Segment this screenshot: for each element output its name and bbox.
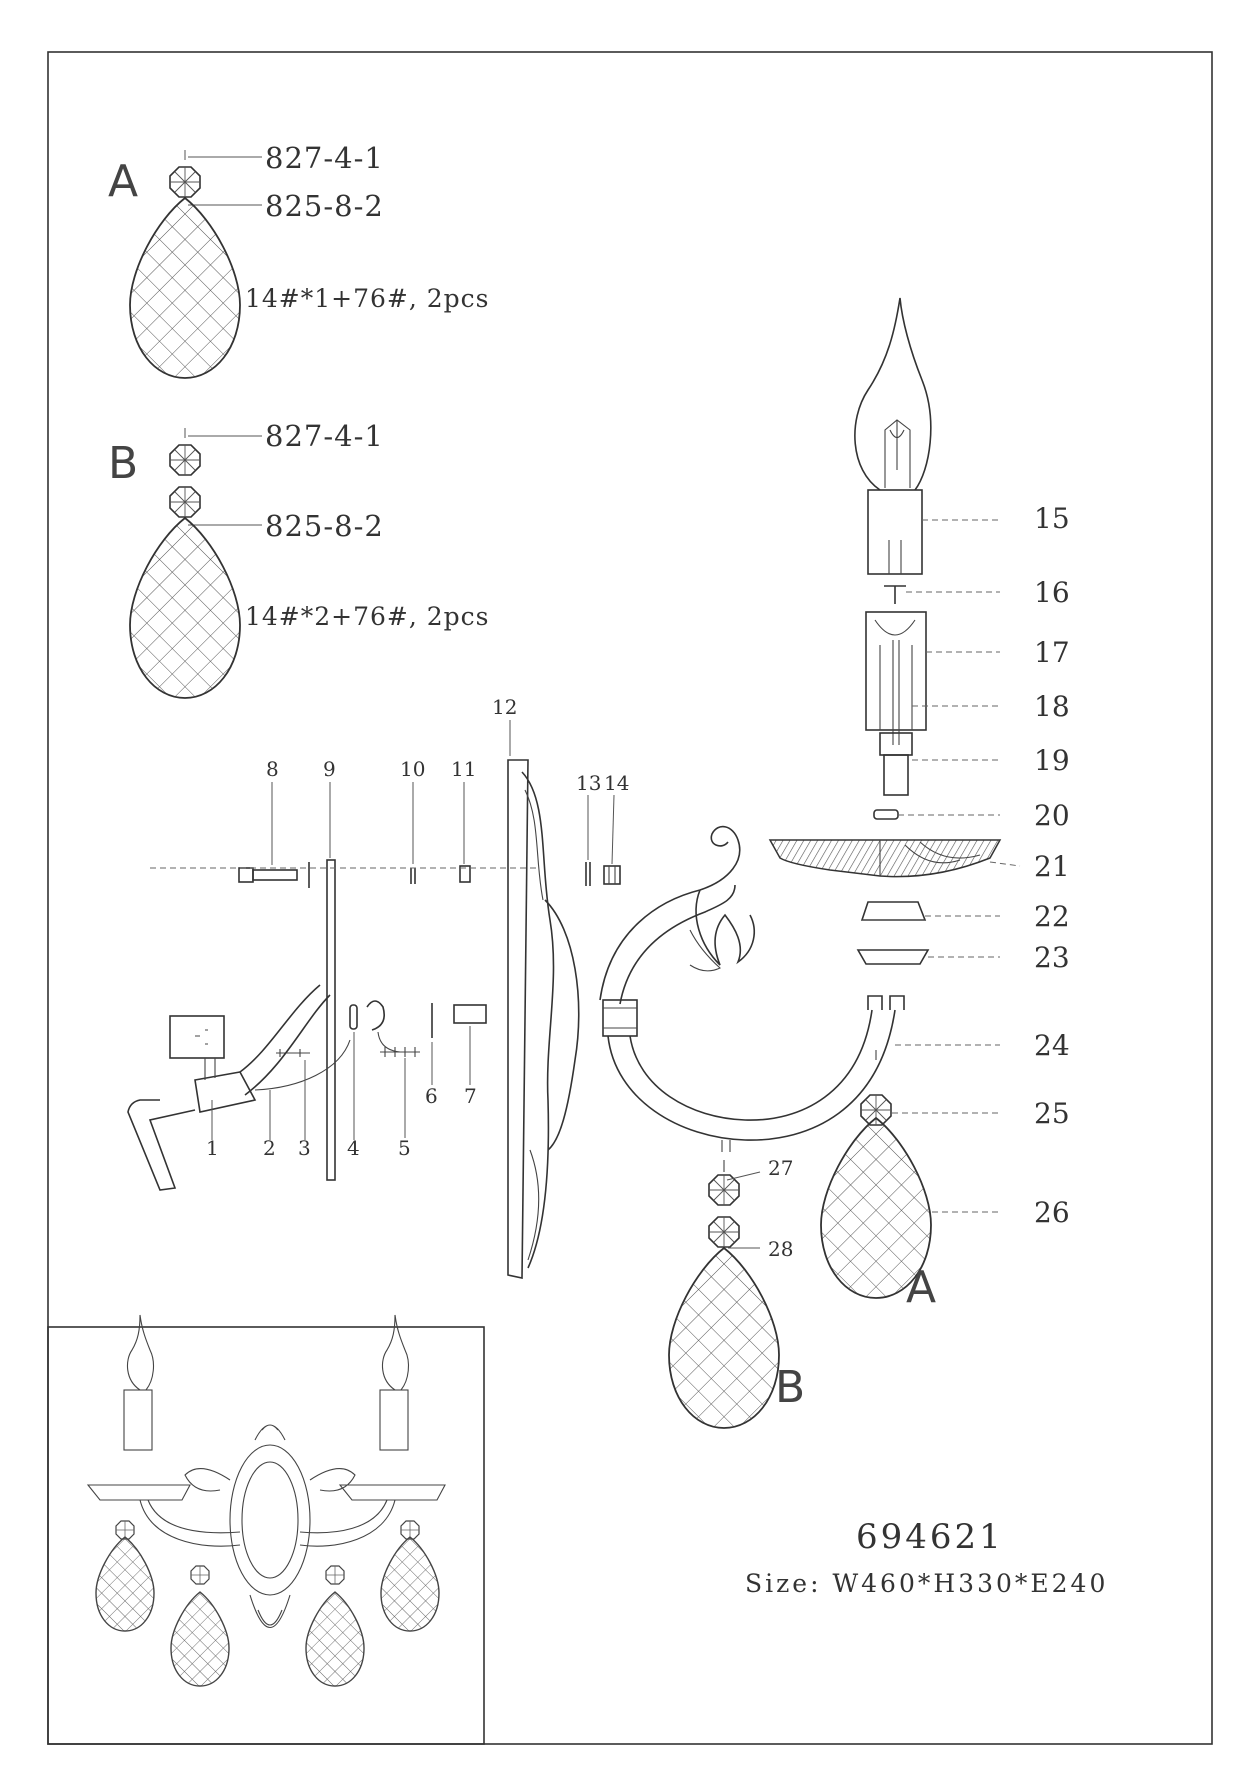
part-number: 1 — [206, 1136, 219, 1160]
part-number: 9 — [323, 757, 336, 781]
part-number: 25 — [1034, 1097, 1070, 1130]
crystal-drop-icon — [669, 1248, 779, 1428]
connector-octagon-icon — [709, 1175, 739, 1205]
connector-octagon-icon — [170, 487, 200, 517]
part-number: 24 — [1034, 1029, 1070, 1062]
part-number: 21 — [1034, 850, 1070, 883]
part-number: 28 — [768, 1237, 794, 1261]
part-number: 4 — [347, 1136, 360, 1160]
crystal-drop-icon — [130, 518, 240, 698]
part-number: 18 — [1034, 690, 1070, 723]
detail-a-top-code: 827-4-1 — [265, 141, 384, 175]
part-number: 2 — [263, 1136, 276, 1160]
part-number: 27 — [768, 1156, 794, 1180]
crystal-drop-icon — [130, 198, 240, 378]
part-number: 11 — [451, 757, 477, 781]
model-number: 694621 — [856, 1517, 1004, 1557]
connector-octagon-icon — [170, 167, 200, 197]
part-number: 16 — [1034, 576, 1070, 609]
part-number: 26 — [1034, 1196, 1070, 1229]
product-preview — [48, 1315, 484, 1744]
part-number: 23 — [1034, 941, 1070, 974]
candle-stack — [770, 298, 1020, 964]
part-number: 10 — [400, 757, 426, 781]
backplate — [508, 760, 579, 1278]
detail-b — [108, 419, 490, 698]
detail-b-letter: B — [108, 438, 139, 489]
connector-octagon-icon — [170, 445, 200, 475]
detail-a — [108, 141, 490, 378]
detail-a-letter: A — [108, 156, 139, 207]
part-number: 8 — [266, 757, 279, 781]
part-number: 22 — [1034, 900, 1070, 933]
part-number: 19 — [1034, 744, 1070, 777]
detail-a-note: 14#*1+76#, 2pcs — [245, 284, 490, 313]
part-number: 7 — [464, 1084, 477, 1108]
part-number: 13 — [576, 771, 602, 795]
part-number: 14 — [604, 771, 630, 795]
assembly-marker-b: B — [775, 1362, 806, 1413]
part-number: 20 — [1034, 799, 1070, 832]
connector-octagon-icon — [709, 1217, 739, 1247]
detail-a-drop-code: 825-8-2 — [265, 189, 384, 223]
part-number: 5 — [398, 1136, 411, 1160]
candle-arm — [600, 827, 1000, 1428]
mounting-hardware — [128, 860, 620, 1190]
part-number: 3 — [298, 1136, 311, 1160]
size-spec: Size: W460*H330*E240 — [745, 1569, 1109, 1598]
assembly-marker-a: A — [906, 1262, 937, 1313]
part-number: 12 — [492, 695, 518, 719]
detail-b-note: 14#*2+76#, 2pcs — [245, 602, 490, 631]
part-number: 15 — [1034, 502, 1070, 535]
part-number: 17 — [1034, 636, 1070, 669]
detail-b-top-code: 827-4-1 — [265, 419, 384, 453]
detail-b-drop-code: 825-8-2 — [265, 509, 384, 543]
part-number: 6 — [425, 1084, 438, 1108]
